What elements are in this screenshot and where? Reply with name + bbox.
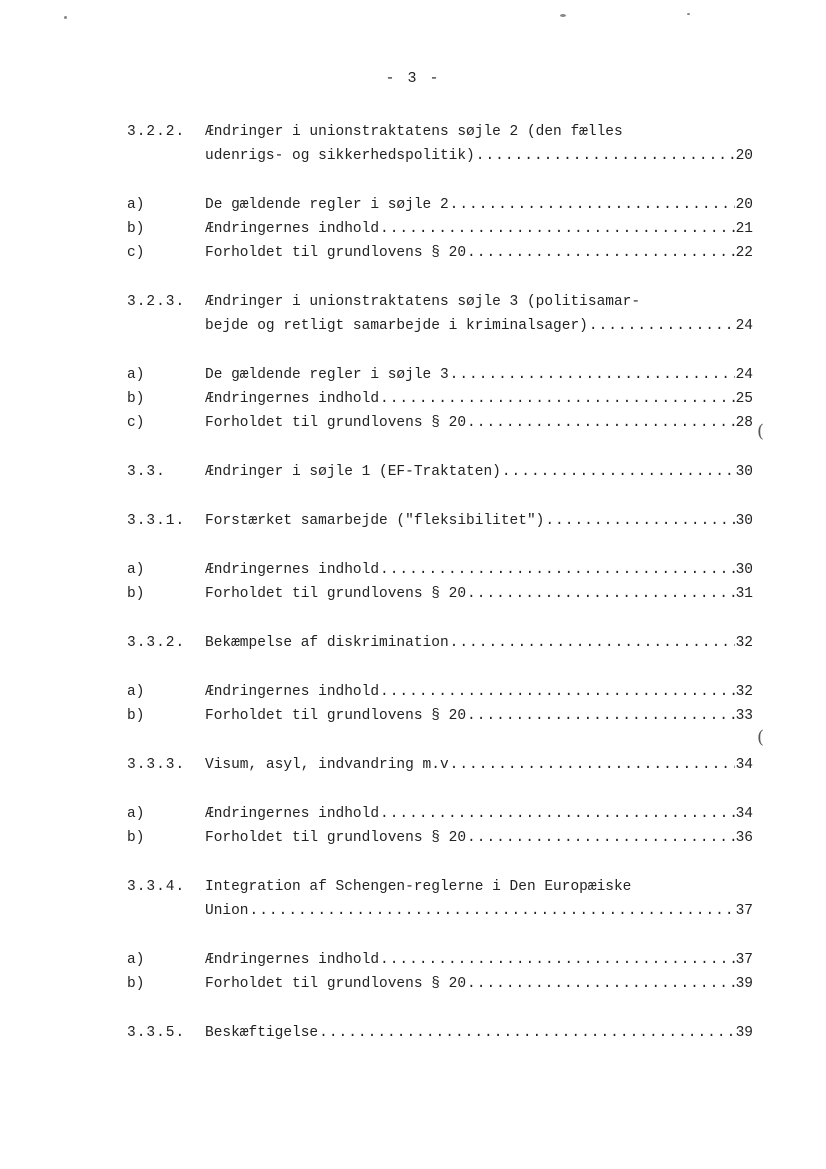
section-number: 3.3.1.	[127, 513, 186, 529]
section-title	[205, 876, 753, 898]
section-number: 3.2.3.	[127, 294, 186, 310]
dot-leader	[467, 827, 735, 849]
toc-heading-line	[0, 461, 826, 483]
entry-text: Forholdet til grundlovens § 20	[205, 245, 467, 261]
entry-text: bejde og retligt samarbejde i kriminalsager)	[205, 318, 588, 334]
page-ref: 33	[735, 708, 753, 724]
toc-heading-line	[0, 121, 826, 143]
toc-item	[0, 388, 826, 410]
section-number: 3.3.	[127, 464, 166, 480]
toc-item	[0, 242, 826, 264]
page-ref: 39	[735, 1025, 753, 1041]
dot-leader	[450, 364, 735, 386]
item-letter: b)	[127, 976, 145, 992]
entry-text: Ændringernes indhold	[205, 684, 380, 700]
dot-leader	[380, 218, 735, 240]
entry-text: Forstærket samarbejde ("fleksibilitet")	[205, 513, 545, 529]
entry-text: Forholdet til grundlovens § 20	[205, 415, 467, 431]
item-letter: a)	[127, 806, 145, 822]
item-title	[205, 194, 753, 216]
page-ref: 30	[735, 464, 753, 480]
item-title	[205, 559, 753, 581]
dot-leader	[380, 681, 735, 703]
toc-heading-line	[0, 510, 826, 532]
page-ref: 39	[735, 976, 753, 992]
dot-leader	[380, 949, 735, 971]
entry-text: Ændringernes indhold	[205, 952, 380, 968]
dot-leader	[467, 973, 735, 995]
dot-leader	[319, 1022, 734, 1044]
item-letter: a)	[127, 367, 145, 383]
page-ref: 37	[735, 952, 753, 968]
section-number: 3.3.2.	[127, 635, 186, 651]
page-ref: 24	[735, 367, 753, 383]
margin-mark: (	[757, 727, 765, 748]
entry-text: Ændringernes indhold	[205, 391, 380, 407]
toc-heading-line	[0, 876, 826, 898]
item-letter: c)	[127, 245, 145, 261]
section-title	[205, 754, 753, 776]
toc-item	[0, 412, 826, 434]
item-title	[205, 973, 753, 995]
dot-leader	[589, 315, 735, 337]
dot-leader	[380, 803, 735, 825]
toc-item	[0, 583, 826, 605]
section-title	[205, 510, 753, 532]
entry-text: Ændringer i søjle 1 (EF-Traktaten)	[205, 464, 501, 480]
page-ref: 32	[735, 635, 753, 651]
section-number: 3.3.3.	[127, 757, 186, 773]
item-title	[205, 681, 753, 703]
item-letter: b)	[127, 830, 145, 846]
entry-text: Union	[205, 903, 249, 919]
item-letter: a)	[127, 197, 145, 213]
item-title	[205, 364, 753, 386]
scan-speck	[64, 16, 67, 19]
section-title	[205, 145, 753, 167]
section-title	[205, 1022, 753, 1044]
section-title	[205, 632, 753, 654]
toc-heading-line	[0, 315, 826, 337]
page-ref: 36	[735, 830, 753, 846]
scan-speck	[687, 13, 690, 15]
dot-leader	[545, 510, 734, 532]
section-title	[205, 291, 753, 313]
entry-text: Visum, asyl, indvandring m.v	[205, 757, 449, 773]
entry-text: Forholdet til grundlovens § 20	[205, 976, 467, 992]
item-title	[205, 583, 753, 605]
toc-item	[0, 973, 826, 995]
section-number: 3.3.5.	[127, 1025, 186, 1041]
item-title	[205, 827, 753, 849]
dot-leader	[450, 194, 735, 216]
entry-text: De gældende regler i søjle 2	[205, 197, 449, 213]
entry-text: Beskæftigelse	[205, 1025, 319, 1041]
dot-leader	[380, 388, 735, 410]
item-title	[205, 705, 753, 727]
entry-text: udenrigs- og sikkerhedspolitik)	[205, 148, 475, 164]
page-ref: 24	[735, 318, 753, 334]
entry-text: De gældende regler i søjle 3	[205, 367, 449, 383]
dot-leader	[467, 705, 735, 727]
page-ref: 31	[735, 586, 753, 602]
item-title	[205, 388, 753, 410]
section-title	[205, 315, 753, 337]
entry-text: Forholdet til grundlovens § 20	[205, 586, 467, 602]
entry-text: Ændringernes indhold	[205, 562, 380, 578]
dot-leader	[250, 900, 735, 922]
page-ref: 21	[735, 221, 753, 237]
entry-text: Ændringernes indhold	[205, 221, 380, 237]
page-number: - 3 -	[385, 70, 441, 87]
entry-text: Forholdet til grundlovens § 20	[205, 708, 467, 724]
page-ref: 32	[735, 684, 753, 700]
toc-item	[0, 218, 826, 240]
item-letter: b)	[127, 391, 145, 407]
page-ref: 34	[735, 757, 753, 773]
dot-leader	[450, 632, 735, 654]
page-ref: 37	[735, 903, 753, 919]
entry-text: Ændringer i unionstraktatens søjle 3 (politisamar-	[205, 294, 641, 310]
item-title	[205, 803, 753, 825]
dot-leader	[476, 145, 735, 167]
section-title	[205, 121, 753, 143]
section-title	[205, 900, 753, 922]
entry-text: Bekæmpelse af diskrimination	[205, 635, 449, 651]
entry-text: Integration af Schengen-reglerne i Den Europæiske	[205, 879, 632, 895]
page-ref: 34	[735, 806, 753, 822]
item-letter: c)	[127, 415, 145, 431]
item-title	[205, 949, 753, 971]
entry-text: Forholdet til grundlovens § 20	[205, 830, 467, 846]
dot-leader	[467, 242, 735, 264]
item-title	[205, 242, 753, 264]
toc-heading-line	[0, 900, 826, 922]
page-ref: 20	[735, 197, 753, 213]
dot-leader	[502, 461, 735, 483]
item-letter: a)	[127, 684, 145, 700]
dot-leader	[467, 583, 735, 605]
dot-leader	[450, 754, 735, 776]
toc-item	[0, 681, 826, 703]
entry-text: Ændringernes indhold	[205, 806, 380, 822]
dot-leader	[380, 559, 735, 581]
toc-item	[0, 364, 826, 386]
toc-heading-line	[0, 1022, 826, 1044]
item-letter: b)	[127, 708, 145, 724]
page-ref: 22	[735, 245, 753, 261]
toc-item	[0, 949, 826, 971]
toc-heading-line	[0, 145, 826, 167]
scan-speck	[560, 14, 566, 17]
section-title	[205, 461, 753, 483]
section-number: 3.2.2.	[127, 124, 186, 140]
page-ref: 25	[735, 391, 753, 407]
toc-item	[0, 705, 826, 727]
page-ref: 20	[735, 148, 753, 164]
dot-leader	[467, 412, 735, 434]
margin-mark: (	[757, 421, 765, 442]
item-letter: b)	[127, 221, 145, 237]
toc-heading-line	[0, 754, 826, 776]
toc-item	[0, 827, 826, 849]
toc-item	[0, 559, 826, 581]
item-letter: a)	[127, 562, 145, 578]
toc-heading-line	[0, 291, 826, 313]
item-title	[205, 218, 753, 240]
page-ref: 28	[735, 415, 753, 431]
item-letter: b)	[127, 586, 145, 602]
page-ref: 30	[735, 513, 753, 529]
toc-item	[0, 803, 826, 825]
entry-text: Ændringer i unionstraktatens søjle 2 (den fælles	[205, 124, 623, 140]
item-letter: a)	[127, 952, 145, 968]
item-title	[205, 412, 753, 434]
toc-item	[0, 194, 826, 216]
page-ref: 30	[735, 562, 753, 578]
section-number: 3.3.4.	[127, 879, 186, 895]
toc-heading-line	[0, 632, 826, 654]
